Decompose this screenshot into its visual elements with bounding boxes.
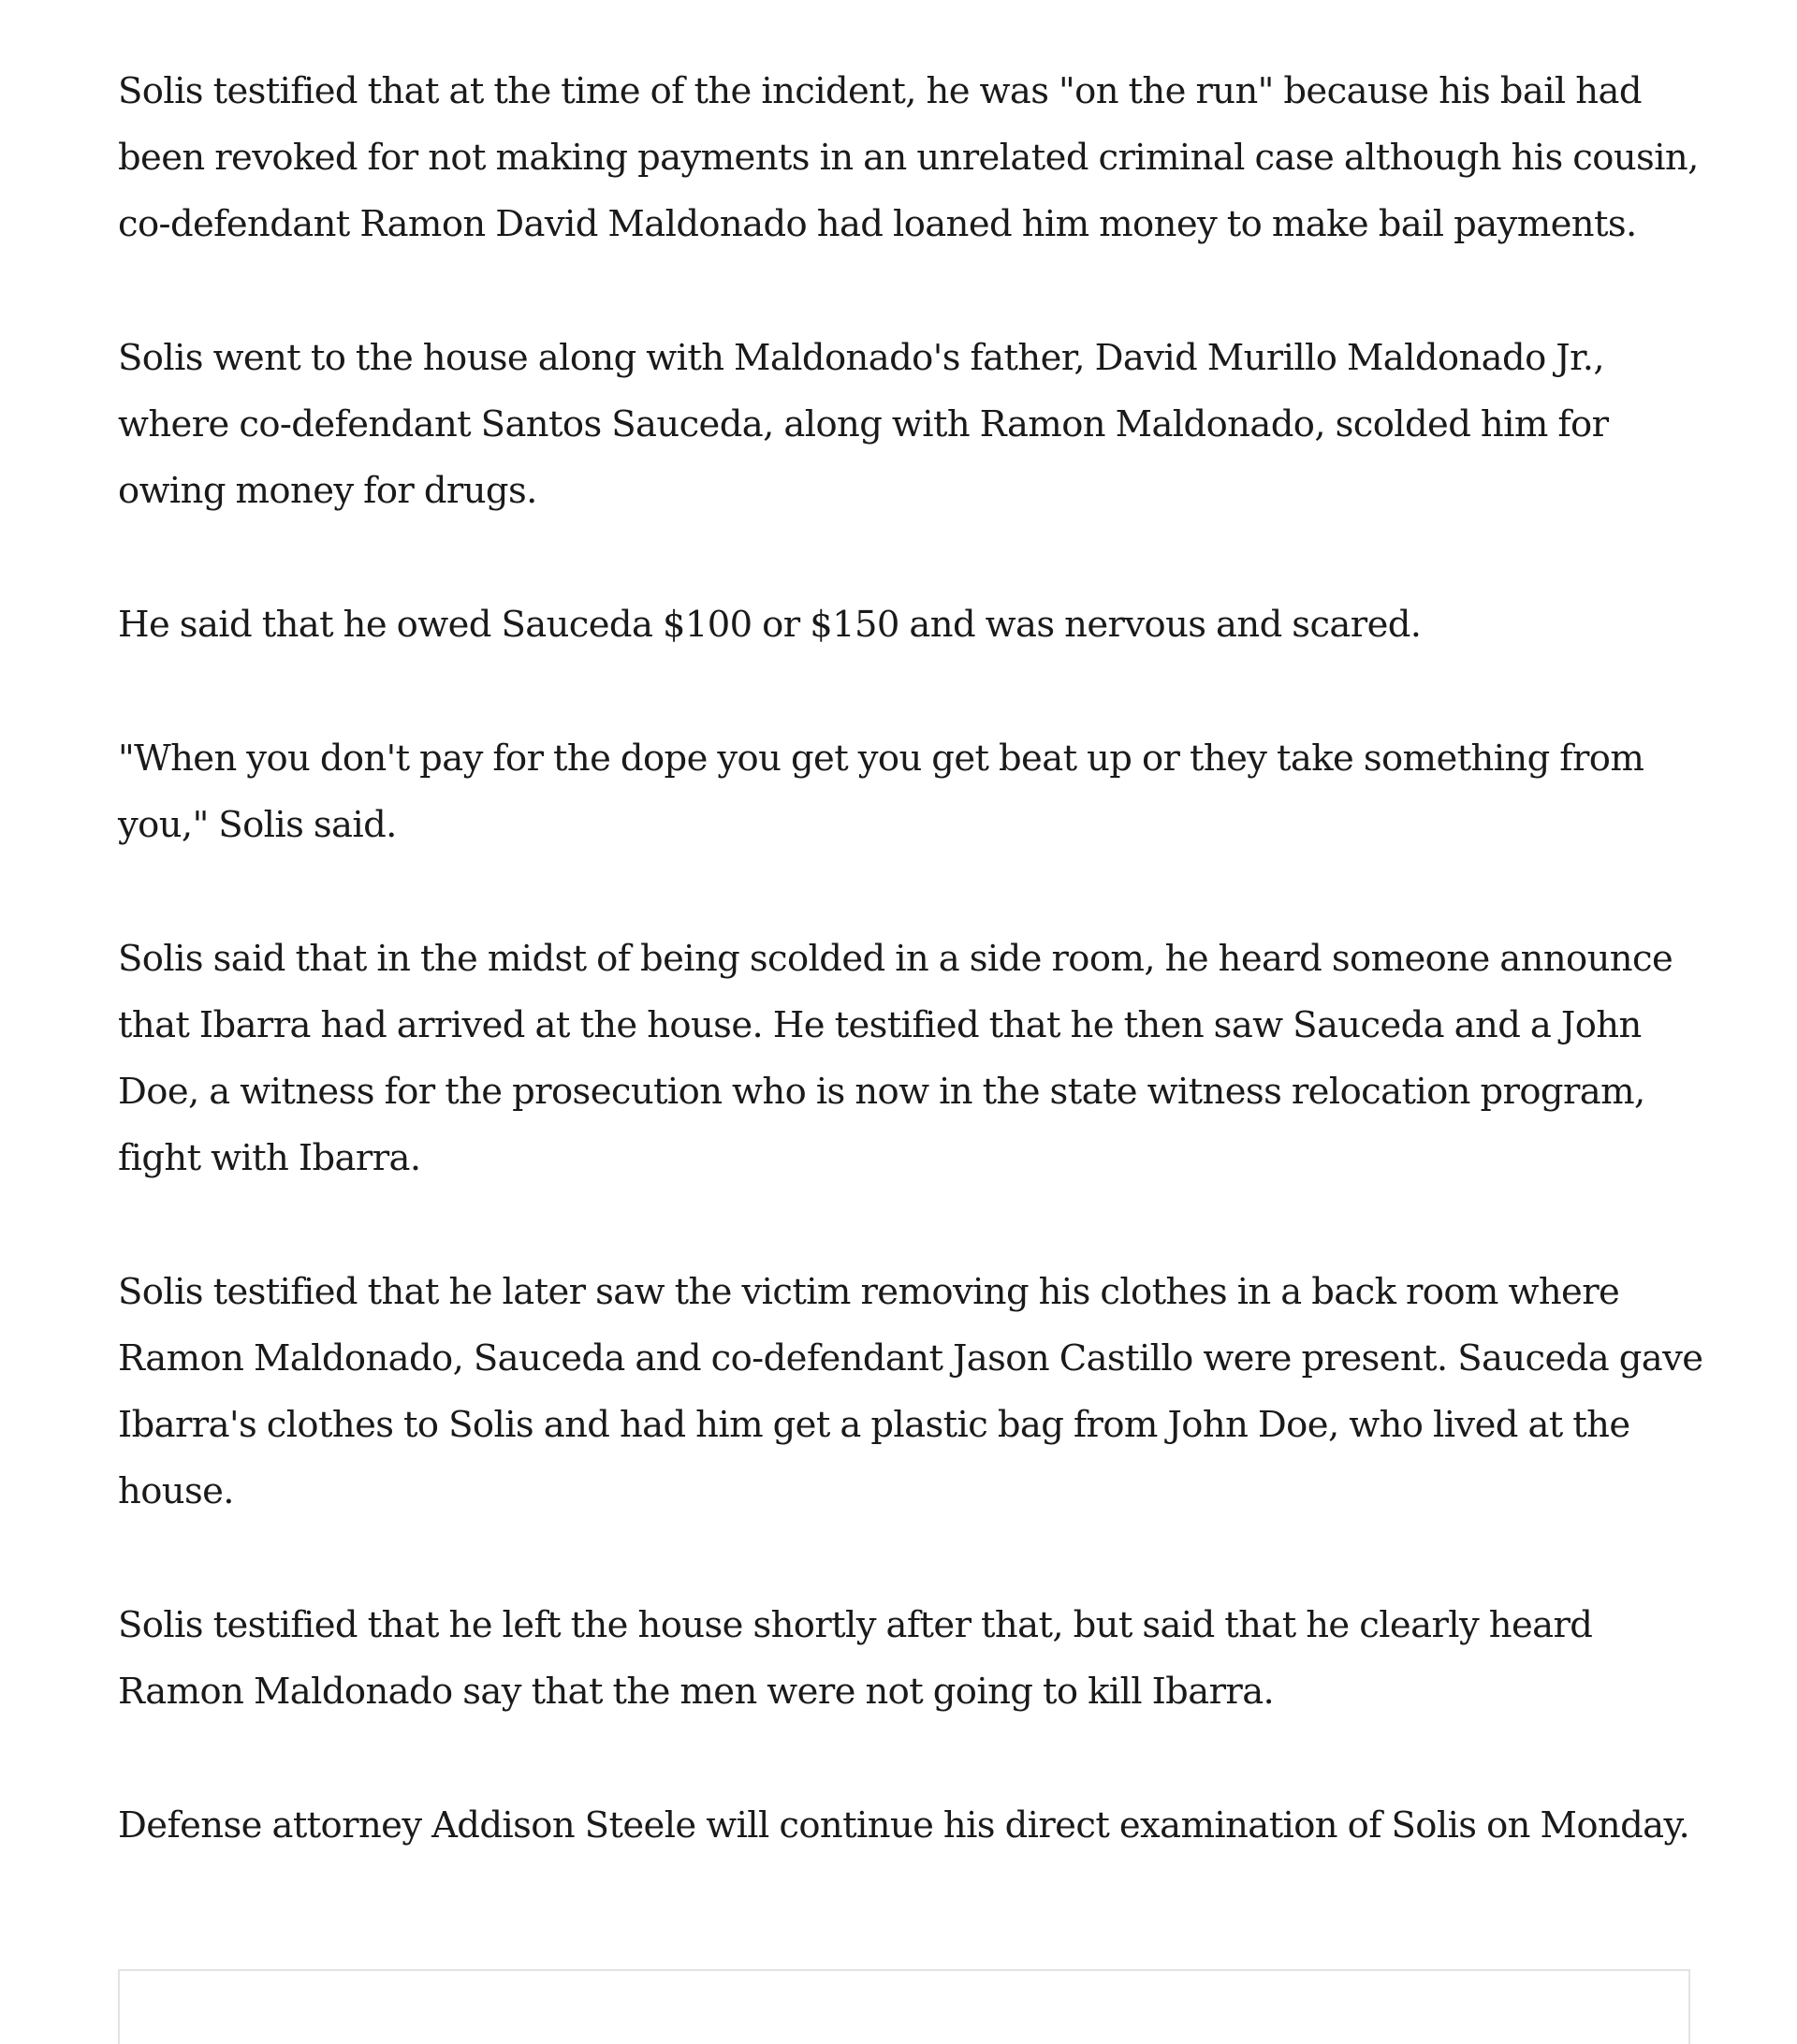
article-paragraph-1: Solis testified that at the time of the incident, he was "on the run" because his bail had been revoked for not making payments in an unrelated criminal case although his cousin, co-defendant Ramon David Maldonado had loaned him money to make bail payments. <box>118 70 1699 245</box>
article-paragraph-5: Solis said that in the midst of being scolded in a side room, he heard someone announce that Ibarra had arrived at the house. He testified that he then saw Sauceda and a John Doe, a witness for the prosecution who is now in the state witness relocation program, fight with Ibarra. <box>118 938 1673 1179</box>
article-paragraph-3: He said that he owed Sauceda $100 or $150 and was nervous and scared. <box>118 604 1422 646</box>
article-paragraph-2: Solis went to the house along with Maldonado's father, David Murillo Maldonado Jr., where co-defendant Santos Sauceda, along with Ramon Maldonado, scolded him for owing money for drugs. <box>118 337 1609 512</box>
article-paragraph-4: "When you don't pay for the dope you get you get beat up or they take something from you," Solis said. <box>118 737 1644 846</box>
embedded-content-box <box>118 1969 1690 2044</box>
article-paragraph-6: Solis testified that he later saw the victim removing his clothes in a back room where Ramon Maldonado, Sauceda and co-defendant Jason Castillo were present. Sauceda gave Ibarra's clothes to Solis and had him get a plastic bag from John Doe, who lived at the house. <box>118 1271 1703 1512</box>
article-paragraph-7: Solis testified that he left the house shortly after that, but said that he clearly heard Ramon Maldonado say that the men were not going to kill Ibarra. <box>118 1604 1593 1713</box>
article-body <box>118 58 1709 1859</box>
article-paragraph-8: Defense attorney Addison Steele will continue his direct examination of Solis on Monday. <box>118 1804 1690 1847</box>
